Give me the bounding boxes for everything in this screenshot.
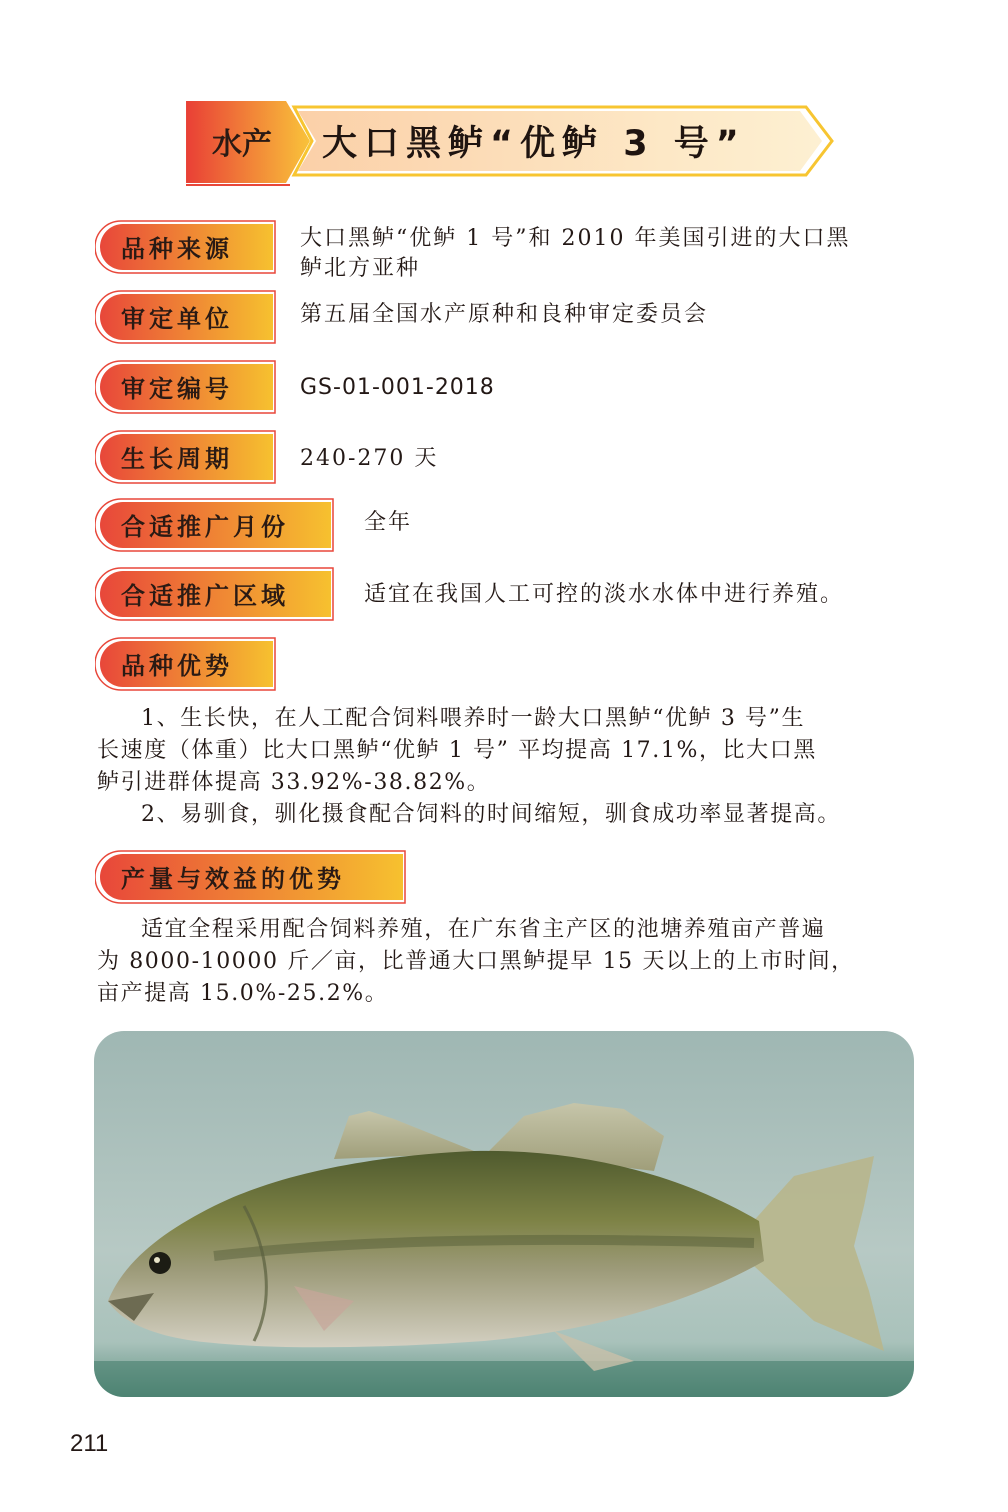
pill-label: 生长周期: [121, 444, 233, 473]
yield-paragraph: [97, 914, 915, 1010]
category-label: 水产: [212, 127, 272, 162]
page-title: 大口黑鲈“优鲈 3 号”: [322, 124, 746, 164]
pill-label: 合适推广月份: [121, 512, 289, 541]
pill-label: 合适推广区域: [121, 581, 289, 610]
label-pill-promotion-months: [95, 498, 335, 550]
advantages-paragraph: [97, 703, 915, 831]
advantages-line: 长速度（体重）比大口黑鲈“优鲈 1 号” 平均提高 17.1%，比大口黑: [97, 738, 817, 763]
label-pill-promotion-region: [95, 567, 335, 619]
pill-label: 审定单位: [121, 304, 233, 333]
approval-number-value: GS-01-001-2018: [300, 375, 495, 400]
label-pill-advantages: [95, 637, 277, 689]
yield-line: 适宜全程采用配合饲料养殖，在广东省主产区的池塘养殖亩产普遍: [141, 917, 826, 942]
pill-label: 审定编号: [121, 374, 233, 403]
page-number: 211: [70, 1430, 109, 1457]
approver-value: 第五届全国水产原种和良种审定委员会: [300, 302, 709, 327]
origin-value-line1: 大口黑鲈“优鲈 1 号”和 2010 年美国引进的大口黑: [300, 226, 851, 251]
yield-line: 为 8000-10000 斤／亩，比普通大口黑鲈提早 15 天以上的上市时间，: [97, 949, 855, 974]
label-pill-approval-number: [95, 360, 277, 412]
yield-line: 亩产提高 15.0%-25.2%。: [97, 981, 389, 1006]
label-pill-yield-benefits: [95, 850, 407, 902]
origin-value-line2: 鲈北方亚种: [300, 256, 421, 281]
advantages-line: 1、生长快，在人工配合饲料喂养时一龄大口黑鲈“优鲈 3 号”生: [141, 706, 806, 731]
growth-cycle-value: 240-270 天: [300, 446, 439, 471]
origin-value: [300, 224, 920, 284]
promotion-region-value: 适宜在我国人工可控的淡水水体中进行养殖。: [364, 582, 845, 607]
label-pill-approver: [95, 290, 277, 342]
label-pill-growth-cycle: [95, 430, 277, 482]
largemouth-bass-image: [94, 1031, 914, 1397]
promotion-months-value: 全年: [364, 510, 413, 535]
label-pill-origin: [95, 220, 277, 272]
fish-photo: [94, 1031, 914, 1397]
advantages-line: 鲈引进群体提高 33.92%-38.82%。: [97, 770, 491, 795]
pill-label: 品种来源: [121, 234, 233, 263]
pill-label: 产量与效益的优势: [121, 864, 345, 893]
pill-label: 品种优势: [121, 651, 233, 680]
title-banner: [186, 97, 836, 187]
advantages-line: 2、易驯食，驯化摄食配合饲料的时间缩短，驯食成功率显著提高。: [141, 802, 841, 827]
